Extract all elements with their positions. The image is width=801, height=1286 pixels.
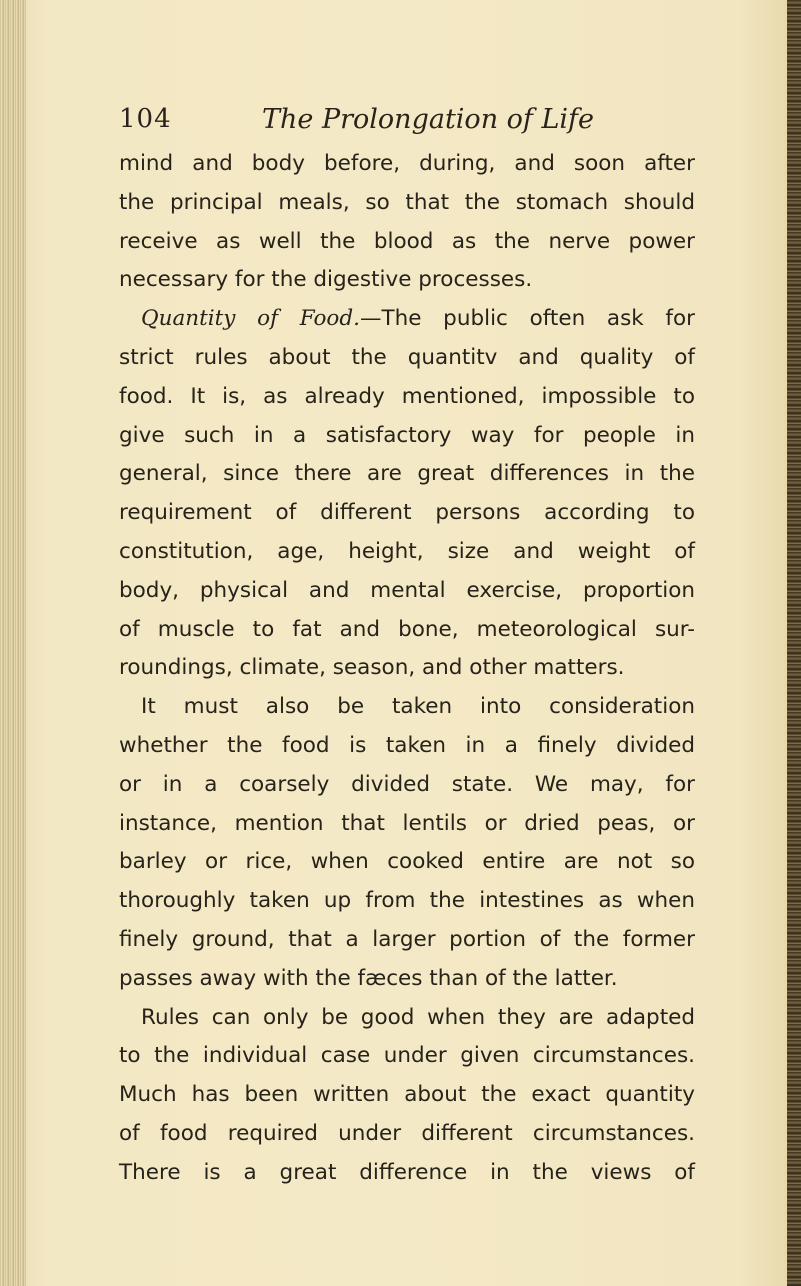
page-gutter-edge	[0, 0, 26, 1286]
text-line: thoroughly taken up from the intestines as when	[119, 888, 695, 914]
section-heading: Quantity of Food.	[141, 306, 360, 332]
text-line: of muscle to fat and bone, meteorological sur-	[119, 616, 695, 642]
text-line: It must also be taken into consideration	[141, 694, 695, 720]
text-line: body, physical and mental exercise, proportion	[119, 577, 695, 603]
text-line: mind and body before, during, and soon after	[119, 151, 695, 176]
text-line	[119, 300, 695, 339]
page-fore-edge	[787, 0, 801, 1286]
text-line: necessary for the digestive processes.	[119, 267, 533, 293]
text-line: finely ground, that a larger portion of the former	[119, 926, 695, 952]
text-line: strict rules about the quantitv and quality of	[119, 344, 695, 370]
text-line: give such in a satisfactory way for people in	[119, 422, 695, 448]
text-line: There is a great difference in the views of	[119, 1159, 695, 1185]
running-head	[119, 104, 689, 144]
page-number: 104	[119, 104, 172, 134]
text-line-continuation: —The public often ask for	[359, 306, 695, 332]
text-line: or in a coarsely divided state. We may, for	[119, 771, 695, 797]
text-line: instance, mention that lentils or dried peas, or	[119, 810, 695, 836]
text-line: roundings, climate, season, and other matters.	[119, 655, 625, 681]
text-line: of food required under different circumstances.	[119, 1120, 695, 1146]
text-line: the principal meals, so that the stomach should	[119, 189, 695, 215]
running-title: The Prolongation of Life	[262, 104, 595, 135]
text-line: Rules can only be good when they are adapted	[141, 1004, 695, 1030]
text-line: constitution, age, height, size and weight of	[119, 538, 695, 564]
text-line: whether the food is taken in a finely divided	[119, 732, 695, 758]
body-text	[119, 145, 695, 1193]
text-line: barley or rice, when cooked entire are not so	[119, 849, 695, 875]
text-line: food. It is, as already mentioned, impossible to	[119, 383, 695, 409]
text-line: requirement of different persons according to	[119, 500, 695, 526]
text-line: to the individual case under given circumstances.	[119, 1043, 695, 1069]
text-line: Much has been written about the exact quantity	[119, 1082, 695, 1108]
text-line: passes away with the fæces than of the latter.	[119, 965, 618, 991]
text-line: receive as well the blood as the nerve power	[119, 228, 695, 254]
text-line: general, since there are great differences in the	[119, 461, 695, 487]
